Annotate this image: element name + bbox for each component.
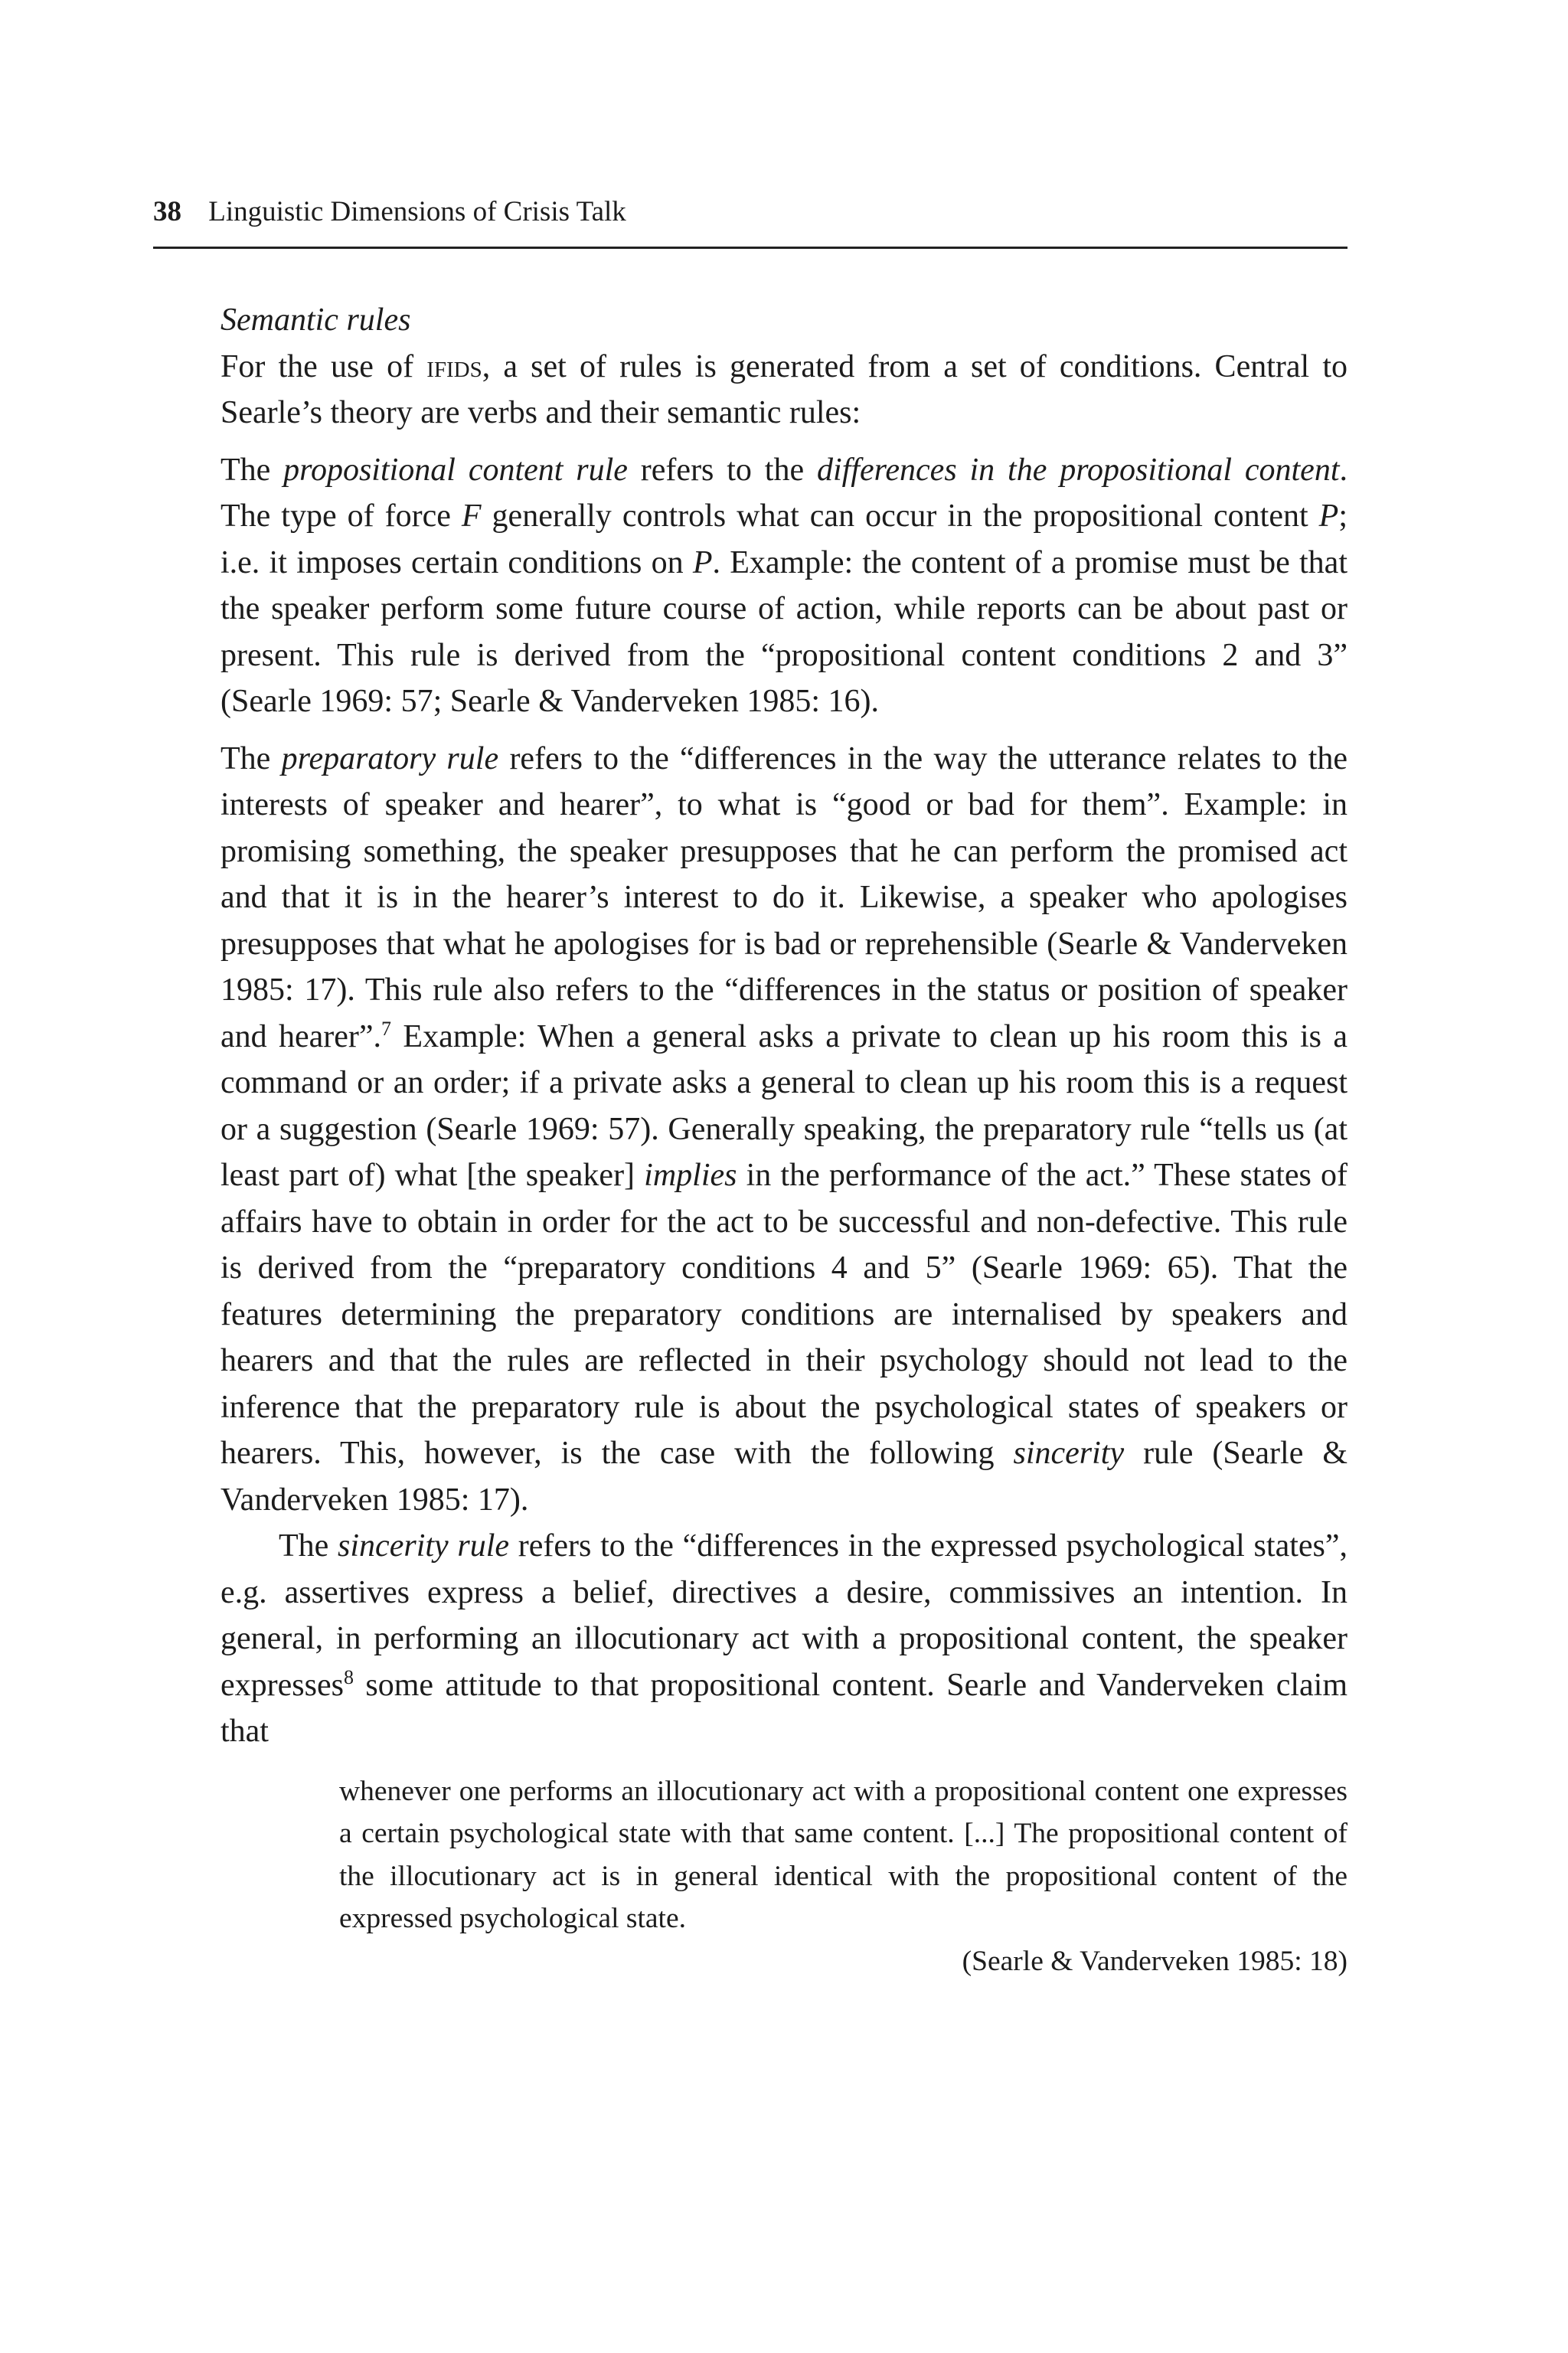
term-propositional-content-rule: propositional content rule (283, 452, 628, 488)
block-quote: whenever one performs an illocutionary act with a propositional content one expresses a certain psychological state with that same content. [...] The propositional content of the illocutionary act is in general identical with the propositional content of the expressed psychological state. (339, 1775, 1348, 1934)
footnote-marker-8[interactable]: 8 (343, 1665, 354, 1688)
term-sincerity-rule: sincerity rule (338, 1528, 510, 1564)
ifids-acronym: ifids (426, 348, 482, 384)
term-implies: implies (644, 1158, 737, 1193)
symbol-f: F (461, 498, 482, 534)
running-head (153, 193, 1348, 249)
intro-paragraph: For the use of ifids, a set of rules is generated from a set of conditions. Central to Searle’s theory are verbs and their semantic rules: (220, 348, 1348, 430)
preparatory-rule-paragraph: The preparatory rule refers to the “differences in the way the utterance relates to the interests of speaker and hearer”, to what is “good or bad for them”. Example: in promising something, the speaker presupposes that he can perform the promised act and that it is in the hearer’s interest to do it. Likewise, a speaker who apologises presupposes that what he apologises for is bad or reprehensible (Searle & Vanderveken 1985: 17). This rule also refers to the “differences in the status or position of speaker and hearer”.$^7$ Example: When a general asks a private to clean up his room this is a command or an order; if a private asks a general to clean up his room this is a request or a suggestion (Searle 1969: 57). Generally speaking, the preparatory rule “tells us (at least part of) what [the speaker] implies in the performance of the act.” These states of affairs have to obtain in order for the act to be successful and non-defective. This rule is derived from the “preparatory conditions 4 and 5” (Searle 1969: 65). That the features determining the preparatory conditions are internalised by speakers and hearers and that the rules are reflected in their psychology should not lead to the inference that the preparatory rule is about the psychological states of speakers or hearers. This, however, is the case with the following sincerity rule (Searle & Vanderveken 1985: 17). (220, 740, 1348, 1518)
section-heading: Semantic rules (220, 302, 411, 338)
sincerity-rule-paragraph: The sincerity rule refers to the “differences in the expressed psychological states”, e.g. assertives express a belief, directives a desire, commissives an intention. In general, in performing an illocutionary act with a propositional content, the speaker expresses$^8$ some attitude to that propositional content. Searle and Vanderveken claim that (220, 1528, 1348, 1749)
propositional-rule-paragraph: The propositional content rule refers to the differences in the propositional content. The type of force F generally controls what can occur in the propositional content P; i.e. it imposes certain conditions on P. Example: the content of a promise must be that the speaker perform some future course of action, while reports can be about past or present. This rule is derived from the “propositional content conditions 2 and 3” (Searle 1969: 57; Searle & Vanderveken 1985: 16). (220, 452, 1348, 719)
running-head-title: Linguistic Dimensions of Crisis Talk (208, 196, 626, 227)
page-number: 38 (153, 196, 181, 227)
phrase-differences: differences in the propositional content (816, 452, 1340, 488)
footnote-marker-7[interactable]: 7 (381, 1017, 392, 1040)
symbol-p: P (1318, 498, 1339, 534)
body-text (220, 297, 1348, 1982)
block-quote-citation: (Searle & Vanderveken 1985: 18) (962, 1945, 1348, 1977)
term-sincerity: sincerity (1013, 1436, 1125, 1471)
term-preparatory-rule: preparatory rule (281, 740, 499, 776)
symbol-p: P (692, 544, 713, 580)
